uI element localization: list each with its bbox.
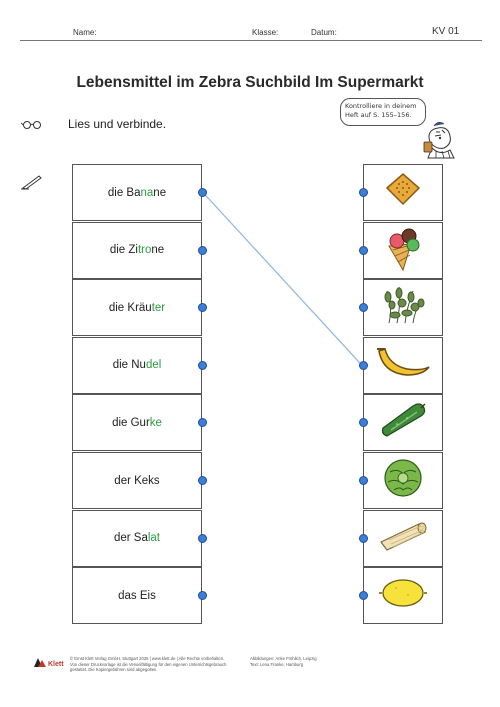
picture-connector-dot[interactable] — [359, 246, 368, 255]
word-box — [72, 337, 202, 394]
picture-box — [363, 510, 443, 567]
footer-illustrations: Abbildungen: Anke Fröhlich, Leipzig — [250, 656, 317, 661]
word-green-syllable: del — [145, 359, 162, 372]
word-green-syllable: ter — [151, 301, 166, 314]
word-green-syllable: tro — [137, 244, 152, 257]
word-box — [72, 394, 202, 451]
picture-box — [363, 452, 443, 509]
word-connector-dot[interactable] — [198, 361, 207, 370]
klett-logo-text: Klett — [48, 661, 64, 668]
picture-connector-dot[interactable] — [359, 534, 368, 543]
word-plain: der Sa — [113, 532, 148, 545]
word-green-syllable: na — [140, 186, 154, 199]
picture-connector-dot[interactable] — [359, 591, 368, 600]
word-plain: der Keks — [114, 474, 160, 487]
page-title: Lebensmittel im Zebra Suchbild Im Supermarkt — [76, 74, 424, 91]
name-label: Name: — [73, 28, 97, 37]
word-green-syllable: ke — [149, 416, 162, 429]
ice-cream-icon — [381, 224, 425, 277]
word-box — [72, 279, 202, 336]
word-box — [72, 164, 202, 221]
word-connector-dot[interactable] — [198, 303, 207, 312]
word-box — [72, 222, 202, 279]
picture-connector-dot[interactable] — [359, 418, 368, 427]
word-connector-dot[interactable] — [198, 188, 207, 197]
klett-logo-icon — [32, 656, 64, 669]
picture-connector-dot[interactable] — [359, 476, 368, 485]
banana-icon — [373, 343, 433, 388]
date-label: Datum: — [311, 28, 337, 37]
kv-code: KV 01 — [432, 26, 460, 37]
footer-copyright: © Ernst Klett Verlag GmbH, Stuttgart 2025 | www.klett.de | Alle Rechte vorbehalten. Von dieser Druckvorlage ist die Vervielfältigung für den eigenen Unterrichtsgebrauch gestattet. Die Kopiergebühren sind abgegolten. — [70, 656, 227, 672]
picture-connector-dot[interactable] — [359, 303, 368, 312]
instruction-text: Lies und verbinde. — [68, 117, 167, 131]
word-green-syllable: lat — [147, 532, 161, 545]
picture-connector-dot[interactable] — [359, 361, 368, 370]
bubble-line-1: Kontrolliere in deinem — [345, 102, 417, 110]
word-rest: ne — [153, 186, 167, 199]
picture-box — [363, 567, 443, 624]
pasta-icon — [375, 518, 431, 559]
bubble-line-2: Heft auf S. 155–156. — [345, 111, 412, 119]
lettuce-icon — [380, 456, 426, 505]
picture-box — [363, 279, 443, 336]
picture-box — [363, 164, 443, 221]
word-connector-dot[interactable] — [198, 418, 207, 427]
picture-connector-dot[interactable] — [359, 188, 368, 197]
word-plain: die Gur — [112, 416, 150, 429]
word-connector-dot[interactable] — [198, 534, 207, 543]
word-box — [72, 510, 202, 567]
word-rest: ne — [151, 244, 165, 257]
cracker-icon — [381, 170, 425, 215]
word-plain: die Ba — [107, 186, 141, 199]
word-connector-dot[interactable] — [198, 476, 207, 485]
word-box — [72, 567, 202, 624]
word-box — [72, 452, 202, 509]
word-plain: die Nu — [112, 359, 146, 372]
herbs-icon — [379, 283, 427, 332]
word-plain: die Kräu — [108, 301, 152, 314]
picture-box — [363, 222, 443, 279]
lemon-icon — [378, 575, 428, 616]
word-connector-dot[interactable] — [198, 246, 207, 255]
class-label: Klasse: — [252, 28, 279, 37]
cucumber-icon — [377, 400, 429, 445]
word-connector-dot[interactable] — [198, 591, 207, 600]
picture-box — [363, 394, 443, 451]
word-plain: das Eis — [118, 589, 156, 602]
footer-text-credit: Text: Lena Franke, Hamburg — [250, 661, 304, 667]
picture-box — [363, 337, 443, 394]
word-plain: die Zi — [109, 244, 138, 257]
